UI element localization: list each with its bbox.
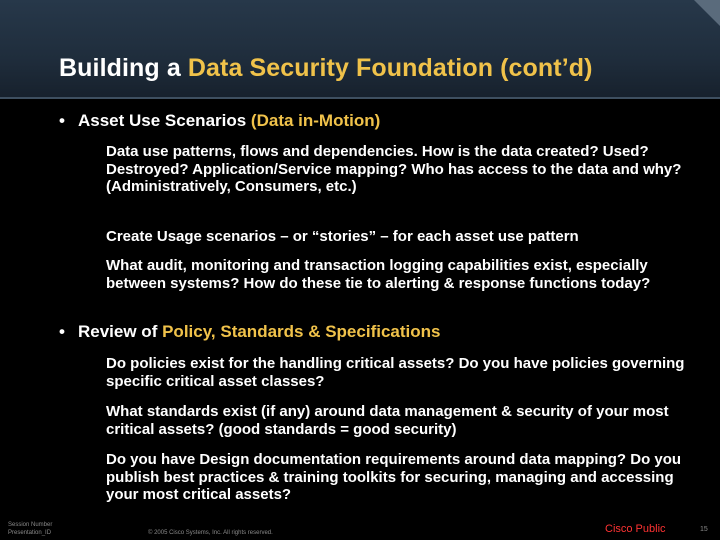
title-prefix: Building a <box>59 54 188 82</box>
sub-item: What standards exist (if any) around data management & security of your most critical assets? (good standards = good security) <box>106 403 669 438</box>
bullet-asset-use-scenarios <box>59 111 380 131</box>
sub-item: Do you have Design documentation requirements around data mapping? Do you publish best practices & training toolkits for securing, managing and accessing your most critical assets? <box>106 451 682 503</box>
presentation-id: Presentation_ID <box>8 530 52 536</box>
footer-session-info <box>8 521 52 537</box>
bullet-marker: • <box>59 322 65 341</box>
bullet-policy-review <box>59 322 440 342</box>
page-number: 15 <box>700 526 708 533</box>
bullet-highlight: Policy, Standards & Specifications <box>162 322 441 341</box>
sub-item: What audit, monitoring and transaction logging capabilities exist, especially between systems? How do these tie to alerting & response functions today? <box>106 257 651 292</box>
copyright-notice: © 2005 Cisco Systems, Inc. All rights reserved. <box>148 530 273 536</box>
sub-item: Data use patterns, flows and dependencies. How is the data created? Used? Destroyed? Application/Service mapping? Who has access to the data and why? (Administratively, Consumers, etc.) <box>106 143 682 195</box>
slide-title <box>59 54 593 83</box>
classification-label: Cisco Public <box>605 523 666 535</box>
sub-item: Do policies exist for the handling critical assets? Do you have policies governing specific critical asset classes? <box>106 355 685 390</box>
bullet-highlight: (Data in-Motion) <box>250 111 381 130</box>
sub-item: Create Usage scenarios – or “stories” – for each asset use pattern <box>106 228 579 245</box>
bullet-label: Asset Use Scenarios <box>78 111 251 130</box>
title-highlight: Data Security Foundation (cont’d) <box>187 54 593 82</box>
corner-accent <box>694 0 720 26</box>
bullet-marker: • <box>59 111 65 130</box>
session-number: Session Number <box>8 522 53 528</box>
title-divider <box>0 97 720 99</box>
bullet-label: Review of <box>78 322 163 341</box>
